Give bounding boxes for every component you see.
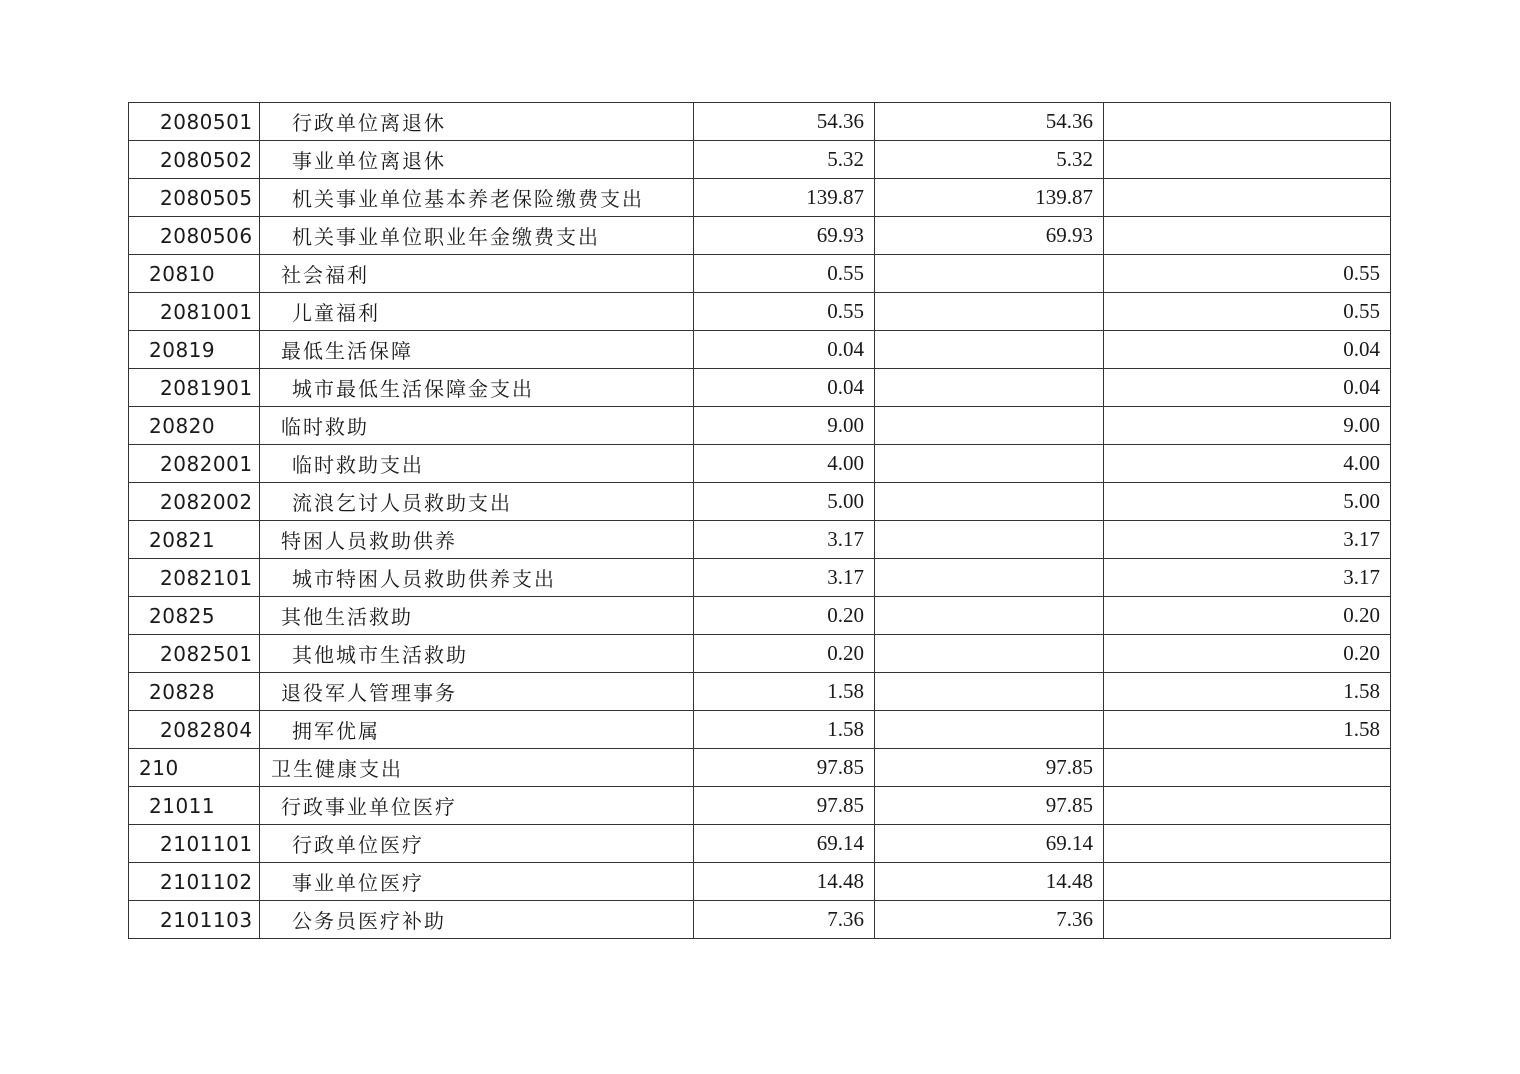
project-expenditure-cell xyxy=(1104,901,1391,939)
table-row xyxy=(129,369,1391,407)
project-expenditure-cell: 3.17 xyxy=(1104,559,1391,597)
subject-name-cell: 退役军人管理事务 xyxy=(260,673,694,711)
table-row xyxy=(129,217,1391,255)
table-row xyxy=(129,103,1391,141)
total-amount-cell: 97.85 xyxy=(694,787,875,825)
project-expenditure-cell: 1.58 xyxy=(1104,711,1391,749)
table-row xyxy=(129,825,1391,863)
total-amount-cell: 14.48 xyxy=(694,863,875,901)
basic-expenditure-cell xyxy=(875,331,1104,369)
basic-expenditure-cell xyxy=(875,369,1104,407)
project-expenditure-cell xyxy=(1104,217,1391,255)
subject-name-cell: 特困人员救助供养 xyxy=(260,521,694,559)
subject-code-cell: 2082101 xyxy=(129,559,260,597)
project-expenditure-cell: 3.17 xyxy=(1104,521,1391,559)
subject-name-cell: 城市特困人员救助供养支出 xyxy=(260,559,694,597)
basic-expenditure-cell: 69.93 xyxy=(875,217,1104,255)
subject-code-cell: 20820 xyxy=(129,407,260,445)
basic-expenditure-cell: 5.32 xyxy=(875,141,1104,179)
subject-name-cell: 拥军优属 xyxy=(260,711,694,749)
basic-expenditure-cell xyxy=(875,673,1104,711)
total-amount-cell: 97.85 xyxy=(694,749,875,787)
table-row xyxy=(129,407,1391,445)
project-expenditure-cell: 9.00 xyxy=(1104,407,1391,445)
table-row xyxy=(129,863,1391,901)
total-amount-cell: 7.36 xyxy=(694,901,875,939)
project-expenditure-cell xyxy=(1104,179,1391,217)
total-amount-cell: 5.32 xyxy=(694,141,875,179)
total-amount-cell: 0.55 xyxy=(694,255,875,293)
subject-code-cell: 20819 xyxy=(129,331,260,369)
total-amount-cell: 69.14 xyxy=(694,825,875,863)
subject-code-cell: 2080506 xyxy=(129,217,260,255)
basic-expenditure-cell xyxy=(875,635,1104,673)
subject-name-cell: 公务员医疗补助 xyxy=(260,901,694,939)
table-row xyxy=(129,559,1391,597)
basic-expenditure-cell xyxy=(875,559,1104,597)
subject-name-cell: 流浪乞讨人员救助支出 xyxy=(260,483,694,521)
basic-expenditure-cell: 97.85 xyxy=(875,749,1104,787)
expenditure-table xyxy=(128,102,1391,939)
table-row xyxy=(129,521,1391,559)
project-expenditure-cell xyxy=(1104,103,1391,141)
subject-name-cell: 行政单位医疗 xyxy=(260,825,694,863)
subject-code-cell: 2082001 xyxy=(129,445,260,483)
subject-code-cell: 2082002 xyxy=(129,483,260,521)
subject-code-cell: 20828 xyxy=(129,673,260,711)
subject-code-cell: 20825 xyxy=(129,597,260,635)
basic-expenditure-cell xyxy=(875,521,1104,559)
basic-expenditure-cell: 69.14 xyxy=(875,825,1104,863)
subject-code-cell: 2080501 xyxy=(129,103,260,141)
basic-expenditure-cell xyxy=(875,445,1104,483)
basic-expenditure-cell xyxy=(875,483,1104,521)
total-amount-cell: 1.58 xyxy=(694,673,875,711)
subject-code-cell: 21011 xyxy=(129,787,260,825)
subject-name-cell: 城市最低生活保障金支出 xyxy=(260,369,694,407)
subject-code-cell: 2080505 xyxy=(129,179,260,217)
subject-name-cell: 临时救助 xyxy=(260,407,694,445)
basic-expenditure-cell xyxy=(875,255,1104,293)
table-row xyxy=(129,293,1391,331)
subject-code-cell: 20821 xyxy=(129,521,260,559)
project-expenditure-cell: 5.00 xyxy=(1104,483,1391,521)
total-amount-cell: 0.04 xyxy=(694,369,875,407)
expenditure-table-body xyxy=(129,103,1391,939)
subject-name-cell: 其他城市生活救助 xyxy=(260,635,694,673)
table-row xyxy=(129,597,1391,635)
basic-expenditure-cell: 139.87 xyxy=(875,179,1104,217)
total-amount-cell: 0.04 xyxy=(694,331,875,369)
subject-name-cell: 机关事业单位基本养老保险缴费支出 xyxy=(260,179,694,217)
basic-expenditure-cell: 14.48 xyxy=(875,863,1104,901)
total-amount-cell: 139.87 xyxy=(694,179,875,217)
subject-name-cell: 行政事业单位医疗 xyxy=(260,787,694,825)
project-expenditure-cell: 0.04 xyxy=(1104,331,1391,369)
subject-name-cell: 机关事业单位职业年金缴费支出 xyxy=(260,217,694,255)
project-expenditure-cell xyxy=(1104,141,1391,179)
subject-name-cell: 社会福利 xyxy=(260,255,694,293)
basic-expenditure-cell xyxy=(875,711,1104,749)
project-expenditure-cell: 0.55 xyxy=(1104,255,1391,293)
project-expenditure-cell xyxy=(1104,863,1391,901)
basic-expenditure-cell xyxy=(875,293,1104,331)
subject-name-cell: 其他生活救助 xyxy=(260,597,694,635)
total-amount-cell: 0.55 xyxy=(694,293,875,331)
subject-code-cell: 20810 xyxy=(129,255,260,293)
project-expenditure-cell xyxy=(1104,787,1391,825)
table-row xyxy=(129,483,1391,521)
subject-code-cell: 2080502 xyxy=(129,141,260,179)
subject-name-cell: 最低生活保障 xyxy=(260,331,694,369)
subject-code-cell: 2082501 xyxy=(129,635,260,673)
total-amount-cell: 69.93 xyxy=(694,217,875,255)
subject-name-cell: 卫生健康支出 xyxy=(260,749,694,787)
table-row xyxy=(129,255,1391,293)
subject-code-cell: 2082804 xyxy=(129,711,260,749)
subject-code-cell: 2101102 xyxy=(129,863,260,901)
basic-expenditure-cell: 54.36 xyxy=(875,103,1104,141)
table-row xyxy=(129,141,1391,179)
basic-expenditure-cell: 97.85 xyxy=(875,787,1104,825)
table-row xyxy=(129,787,1391,825)
project-expenditure-cell: 0.20 xyxy=(1104,635,1391,673)
project-expenditure-cell: 1.58 xyxy=(1104,673,1391,711)
table-row xyxy=(129,635,1391,673)
subject-name-cell: 事业单位离退休 xyxy=(260,141,694,179)
table-row xyxy=(129,711,1391,749)
subject-name-cell: 临时救助支出 xyxy=(260,445,694,483)
basic-expenditure-cell: 7.36 xyxy=(875,901,1104,939)
total-amount-cell: 9.00 xyxy=(694,407,875,445)
total-amount-cell: 1.58 xyxy=(694,711,875,749)
basic-expenditure-cell xyxy=(875,597,1104,635)
project-expenditure-cell: 4.00 xyxy=(1104,445,1391,483)
expenditure-table-sheet xyxy=(128,102,1390,939)
subject-name-cell: 行政单位离退休 xyxy=(260,103,694,141)
project-expenditure-cell: 0.04 xyxy=(1104,369,1391,407)
table-row xyxy=(129,179,1391,217)
subject-code-cell: 210 xyxy=(129,749,260,787)
table-row xyxy=(129,749,1391,787)
subject-code-cell: 2081001 xyxy=(129,293,260,331)
total-amount-cell: 0.20 xyxy=(694,597,875,635)
table-row xyxy=(129,331,1391,369)
total-amount-cell: 3.17 xyxy=(694,559,875,597)
total-amount-cell: 54.36 xyxy=(694,103,875,141)
subject-name-cell: 事业单位医疗 xyxy=(260,863,694,901)
total-amount-cell: 0.20 xyxy=(694,635,875,673)
subject-code-cell: 2101103 xyxy=(129,901,260,939)
table-row xyxy=(129,445,1391,483)
subject-code-cell: 2101101 xyxy=(129,825,260,863)
total-amount-cell: 4.00 xyxy=(694,445,875,483)
basic-expenditure-cell xyxy=(875,407,1104,445)
project-expenditure-cell xyxy=(1104,749,1391,787)
project-expenditure-cell: 0.55 xyxy=(1104,293,1391,331)
project-expenditure-cell: 0.20 xyxy=(1104,597,1391,635)
table-row xyxy=(129,901,1391,939)
subject-code-cell: 2081901 xyxy=(129,369,260,407)
total-amount-cell: 3.17 xyxy=(694,521,875,559)
table-row xyxy=(129,673,1391,711)
project-expenditure-cell xyxy=(1104,825,1391,863)
total-amount-cell: 5.00 xyxy=(694,483,875,521)
subject-name-cell: 儿童福利 xyxy=(260,293,694,331)
